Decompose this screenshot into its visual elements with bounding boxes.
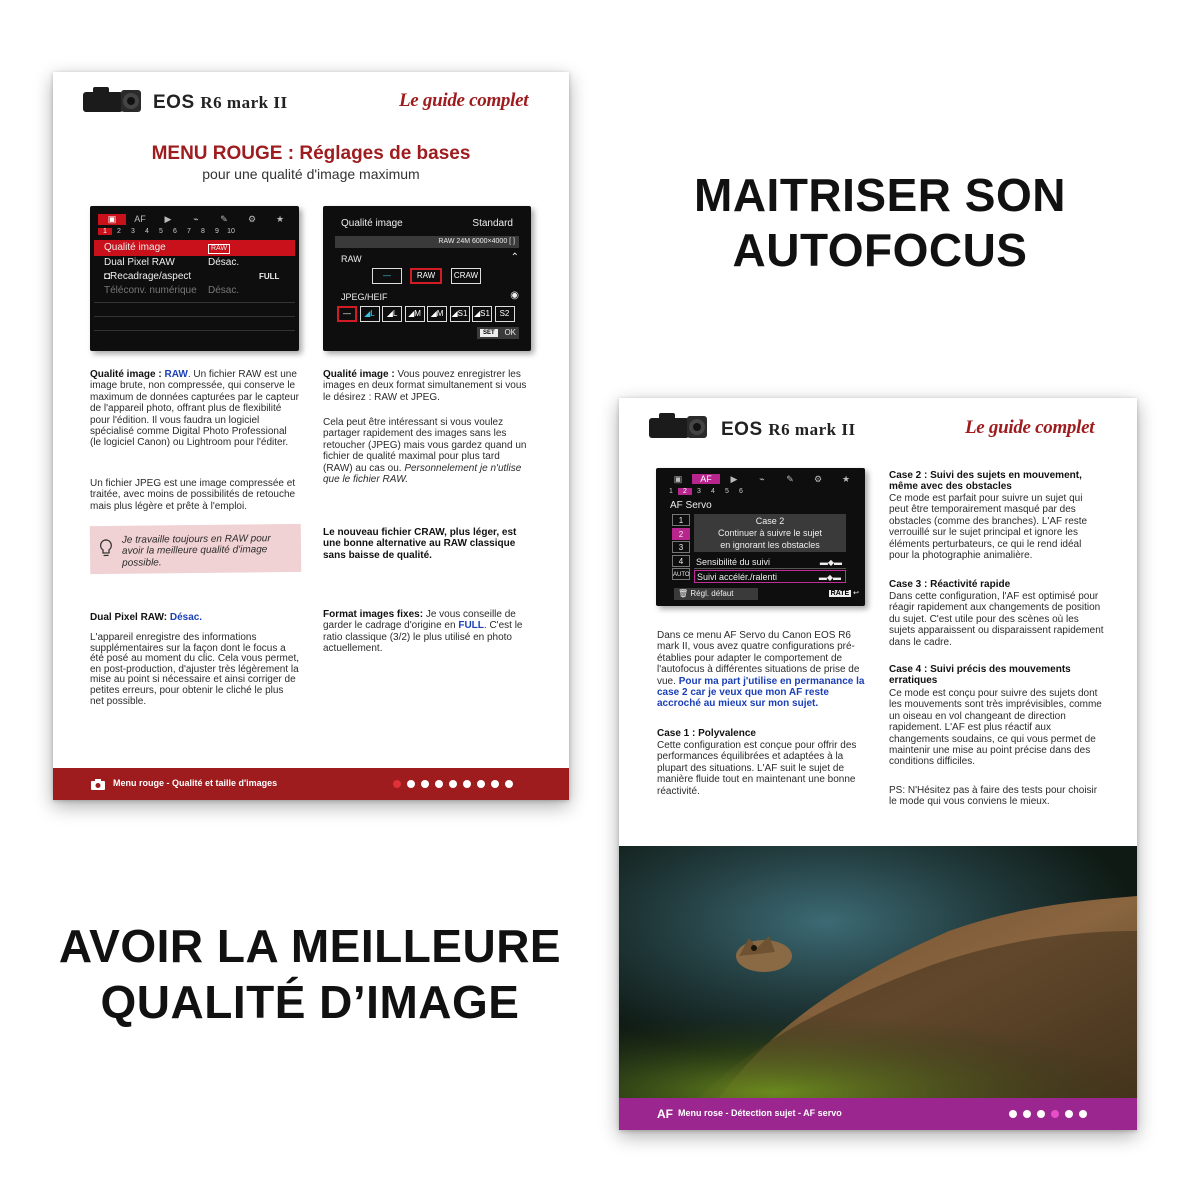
back-icon: ↩ (851, 590, 859, 597)
menu-page-number[interactable]: 3 (697, 488, 701, 495)
brand-eos-text: EOS (721, 419, 763, 440)
page-dot[interactable] (435, 780, 443, 788)
row-label: Recadrage/aspect (110, 271, 192, 282)
menu-tab[interactable]: ▣ (673, 473, 683, 484)
camera-icon: ◘ (104, 271, 111, 282)
page-header (619, 398, 1137, 458)
brand-eos (153, 92, 288, 114)
menu-tab[interactable]: ✎ (220, 213, 228, 224)
slider-icon: ▬◆▬ (819, 558, 842, 567)
guide-logo: Le guide complet (965, 417, 1095, 438)
intro-para (657, 630, 869, 710)
headline-quality-line2: QUALITÉ D’IMAGE (100, 976, 520, 1028)
raw-label: RAW (341, 254, 362, 264)
para-text: Dans ce menu AF Servo du Canon EOS R6 mark II, vous avez quatre configurations pré-établies pour adapter le comportement de l'autofocus à différentes situations de prise de vue. (657, 630, 860, 687)
menu-row-teleconverter[interactable] (94, 284, 294, 298)
row-value: RAW (208, 244, 230, 254)
page-dot[interactable] (463, 780, 471, 788)
menu-page-number[interactable]: 8 (201, 228, 205, 235)
page-dot[interactable] (1079, 1110, 1087, 1118)
menu-tab[interactable]: ▶ (730, 473, 738, 484)
row-value: Désac. (208, 257, 240, 268)
menu-page-number[interactable]: 7 (187, 228, 191, 235)
divider (94, 316, 295, 317)
menu-row-image-quality[interactable] (94, 241, 294, 255)
value-highlight: RAW (164, 369, 188, 380)
menu-tabs (90, 212, 299, 226)
menu-tab[interactable]: ⌁ (193, 213, 199, 224)
menu-page-numbers (90, 226, 299, 237)
af-servo-screen (656, 468, 865, 606)
page-subtitle: pour une qualité d'image maximum (202, 166, 420, 182)
para-text: . C'est le ratio classique (3/2) le plus utilisé en photo actuellement. (323, 620, 523, 655)
jpeg-option[interactable]: ◢L (382, 306, 402, 322)
menu-tab[interactable]: ★ (275, 213, 285, 224)
info-bar (335, 236, 519, 248)
bold-label: Format images fixes: (323, 609, 426, 620)
reset-label: Régl. défaut (690, 589, 734, 598)
case2-text: Ce mode est parfait pour suivre un sujet qui peut être temporairement masqué par des obstacles (comme des branches). L'AF reste verrouillé sur le sujet principal et ignore les éléments perturbateurs, ce qui le rend idéal pour la photographie animalière. (889, 493, 1088, 562)
para-text: Vous pouvez enregistrer les images en deux format simultanement si vous le désirez : RAW et JPEG. (323, 369, 527, 403)
set-label: SET (480, 329, 498, 337)
jpeg-option[interactable]: S2 (495, 306, 515, 322)
option-label: RAW (416, 271, 436, 280)
bold-label: Qualité image : (90, 369, 165, 380)
menu-tab[interactable]: ⚙ (247, 213, 257, 224)
headline-autofocus-line1: MAITRISER SON (694, 169, 1066, 221)
info-text: RAW 24M 6000×4000 [ ] (438, 238, 515, 245)
case-title: Case 2 (755, 516, 785, 526)
page-dot[interactable] (505, 780, 513, 788)
case-number[interactable]: 4 (672, 555, 690, 567)
case4-text: Ce mode est conçu pour suivre des sujets dont les mouvements sont très imprévisibles, comme un oiseau en vol changeant de direction rapidement. L'AF est plus réactif aux changements soudains, ce qui vous permet de maintenir une mise au point précise dans des conditions difficiles. (889, 688, 1102, 768)
value-highlight: FULL (458, 620, 484, 632)
jpeg-label: JPEG/HEIF (341, 292, 388, 302)
col2-para3: Le nouveau fichier CRAW, plus léger, est une bonne alternative au RAW classique sans baisse de qualité. (323, 527, 517, 561)
page-footer (53, 768, 569, 800)
row-label: Dual Pixel RAW (104, 257, 175, 268)
screen-title: Qualité image (341, 218, 403, 229)
jpeg-option[interactable]: ◢M (405, 306, 425, 322)
row-accel-decel[interactable] (694, 570, 846, 583)
case-panel (694, 514, 846, 552)
case-number-list (672, 514, 690, 582)
menu-page-number[interactable]: 9 (215, 228, 219, 235)
menu-tab[interactable]: AF (692, 474, 720, 484)
col2-para1 (323, 369, 531, 403)
dial-icon: ◉ (510, 290, 519, 301)
screen-heading: AF Servo (670, 500, 712, 511)
menu-row-dual-pixel-raw[interactable] (94, 256, 294, 270)
trash-icon: 🗑 (678, 589, 691, 598)
menu-tab[interactable]: ▣ (98, 214, 126, 225)
col1-para1 (90, 369, 300, 449)
row-value: Désac. (208, 285, 240, 296)
page-dot[interactable] (407, 780, 415, 788)
page-header (53, 72, 569, 132)
menu-tab[interactable]: ★ (841, 473, 851, 484)
col1-para3 (90, 612, 300, 623)
menu-tab[interactable]: ✎ (786, 473, 794, 484)
footer-text: Menu rose - Détection sujet - AF servo (678, 1108, 842, 1118)
page-dots (1009, 1110, 1087, 1118)
italic-text: Personnelement je n'utlise que le fichier RAW. (323, 462, 522, 486)
col2-para2 (323, 417, 531, 485)
brand-model: R6 mark II (200, 93, 288, 112)
camera-icon (647, 410, 709, 440)
case-line2: en ignorant les obstacles (720, 540, 820, 550)
brand-model: R6 mark II (768, 420, 856, 439)
tip-text: Je travaille toujours en RAW pour avoir la meilleure qualité d'image possible. (121, 533, 271, 569)
ps-text: PS: N'Hésitez pas à faire des tests pour choisir le mode qui vous conviens le mieux. (889, 785, 1098, 808)
page-dot[interactable] (477, 780, 485, 788)
guide-logo: Le guide complet (399, 90, 529, 111)
col1-para2: Un fichier JPEG est une image compressée et traitée, avec moins de possibilités de retouche mais plus légère et prête à l'emploi. (90, 478, 296, 512)
page-menu-rouge (53, 72, 569, 800)
value-highlight: Désac. (169, 612, 203, 623)
footer-text: Menu rouge - Qualité et taille d'images (113, 778, 278, 788)
jpeg-option[interactable]: ◢S1 (472, 306, 492, 322)
option-label: — (383, 271, 391, 280)
menu-page-number[interactable]: 6 (173, 228, 177, 235)
page-dot[interactable] (421, 780, 429, 788)
rate-label: RATE (830, 590, 850, 597)
case-number[interactable]: 2 (672, 528, 690, 540)
menu-tabs (656, 472, 865, 486)
image-quality-screen (323, 206, 531, 351)
brand-eos-text: EOS (153, 92, 195, 113)
page-menu-rose (619, 398, 1137, 1130)
page-dots (393, 780, 513, 788)
page-footer (619, 1098, 1137, 1130)
jpeg-option[interactable]: ◢M (427, 306, 447, 322)
case-number[interactable]: AUTO (672, 568, 690, 580)
menu-tab[interactable]: ▶ (164, 213, 172, 224)
menu-page-number[interactable]: 4 (711, 488, 715, 495)
row-value: FULL (259, 272, 280, 281)
raw-option-none[interactable] (372, 268, 402, 284)
menu-page-number[interactable]: 3 (131, 228, 135, 235)
menu-page-numbers (656, 486, 865, 497)
slider-icon: ▬◆▬ (818, 573, 841, 582)
set-ok-button[interactable] (477, 327, 519, 339)
page-dot[interactable] (393, 780, 401, 788)
af-tag: AF (657, 1107, 673, 1121)
menu-tab[interactable]: AF (134, 214, 146, 224)
rate-button[interactable] (829, 588, 859, 600)
case-number[interactable]: 1 (672, 514, 690, 526)
toad-photo (619, 846, 1137, 1098)
row-label: Téléconv. numérique (104, 285, 197, 296)
chevron-up-icon: ⌃ (510, 252, 519, 263)
divider (94, 330, 295, 331)
headline-quality-line1: AVOIR LA MEILLEURE (58, 920, 562, 972)
reset-button[interactable] (674, 588, 758, 600)
headline-autofocus (640, 168, 1120, 278)
lightbulb-icon (99, 539, 113, 559)
menu-page-number[interactable]: 6 (739, 488, 743, 495)
page-title: MENU ROUGE : Réglages de bases (151, 143, 471, 164)
case2-title: Case 2 : Suivi des sujets en mouvement, même avec des obstacles (889, 470, 1082, 493)
jpeg-option[interactable]: ◢L (360, 306, 380, 322)
headline-autofocus-line2: AUTOFOCUS (732, 224, 1028, 276)
page-dot[interactable] (1023, 1110, 1031, 1118)
page-dot[interactable] (1051, 1110, 1059, 1118)
raw-option-raw[interactable] (410, 268, 442, 284)
screen-value: Standard (472, 218, 513, 229)
menu-page-number[interactable]: 5 (725, 488, 729, 495)
jpeg-option[interactable]: ◢S1 (450, 306, 470, 322)
menu-page-number[interactable]: 1 (669, 488, 673, 495)
headline-image-quality (40, 918, 580, 1030)
case-line1: Continuer à suivre le sujet (717, 528, 823, 538)
col2-para4 (323, 609, 531, 655)
page-dot[interactable] (449, 780, 457, 788)
row-label: Suivi accélér./ralenti (697, 572, 778, 582)
divider (94, 302, 295, 303)
camera-icon (81, 84, 143, 114)
row-label: Sensibilité du suivi (696, 557, 771, 567)
case1-title: Case 1 : Polyvalence (657, 728, 756, 739)
menu-page-number[interactable]: 5 (159, 228, 163, 235)
menu-page-number[interactable]: 2 (678, 488, 692, 495)
para-text: . Un fichier RAW est une image brute, non compressée, qui conserve le maximum de données capturées par le capteur de l'appareil photo, offrant plus de flexibilité pour l'édition. Il vous faudra un logiciel spécialisé comme Digital Photo Professional (le logiciel Canon) ou Lightroom pour l'éditer. (90, 369, 300, 449)
raw-option-craw[interactable] (451, 268, 481, 284)
menu-page-number[interactable]: 2 (117, 228, 121, 235)
case-number[interactable]: 3 (672, 541, 690, 553)
jpeg-options (337, 306, 517, 322)
option-label: CRAW (453, 271, 479, 280)
menu-tab[interactable]: ⚙ (813, 473, 823, 484)
page-dot[interactable] (1037, 1110, 1045, 1118)
value-highlight: Pour ma part j'utilise en permanance la case 2 car je veux que mon AF reste accroché au mieux sur mon sujet. (657, 675, 865, 710)
bold-label: Dual Pixel RAW: (90, 612, 170, 623)
menu-page-number[interactable]: 10 (227, 228, 235, 235)
menu-row-crop-aspect[interactable] (94, 270, 294, 284)
para-text: Je vous conseille de garder le cadrage d'origine en (323, 609, 516, 632)
tip-box (90, 524, 301, 574)
row-label: Qualité image (104, 242, 166, 253)
menu-page-number[interactable]: 1 (98, 228, 112, 235)
brand-eos (721, 419, 856, 441)
jpeg-option[interactable]: — (337, 306, 357, 322)
para-text: Cela peut être intéressant si vous voulez partager rapidement des images sans les retoucher (JPEG) mais vous gardez quand un fichier de qualité maximal pour plus tard (RAW) au cas ou. (323, 417, 527, 474)
case4-title: Case 4 : Suivi précis des mouvements erratiques (889, 664, 1071, 687)
page-dot[interactable] (1009, 1110, 1017, 1118)
ok-label: OK (504, 328, 516, 337)
camera-menu-screen (90, 206, 299, 351)
menu-tab[interactable]: ⌁ (759, 473, 765, 484)
bold-label: Qualité image : (323, 369, 398, 380)
case3-title: Case 3 : Réactivité rapide (889, 579, 1011, 590)
page-dot[interactable] (1065, 1110, 1073, 1118)
camera-icon (90, 778, 106, 790)
row-tracking-sensitivity[interactable] (694, 556, 846, 569)
page-dot[interactable] (491, 780, 499, 788)
menu-page-number[interactable]: 4 (145, 228, 149, 235)
col1-para4: L'appareil enregistre des informations supplémentaires sur la façon dont le focus a été posé au moment du clic. Cela vous permet, en post-production, d'ajuster très légèrement la mise au point si nécessaire et ainsi corriger de petites erreurs, pour obtenir le cliché le plus net possible. (90, 632, 299, 707)
case1-text: Cette configuration est conçue pour offrir des performances équilibrées et adaptées à la plupart des situations. L'AF suit le sujet de manière fluide tout en maintenant une bonne réactivité. (657, 740, 857, 797)
case3-text: Dans cette configuration, l'AF est optimisé pour réagir rapidement aux changements de position du sujet. C'est utile pour des scènes où les sujets apparaissent ou disparaissent rapidement dans le cadre. (889, 591, 1104, 648)
